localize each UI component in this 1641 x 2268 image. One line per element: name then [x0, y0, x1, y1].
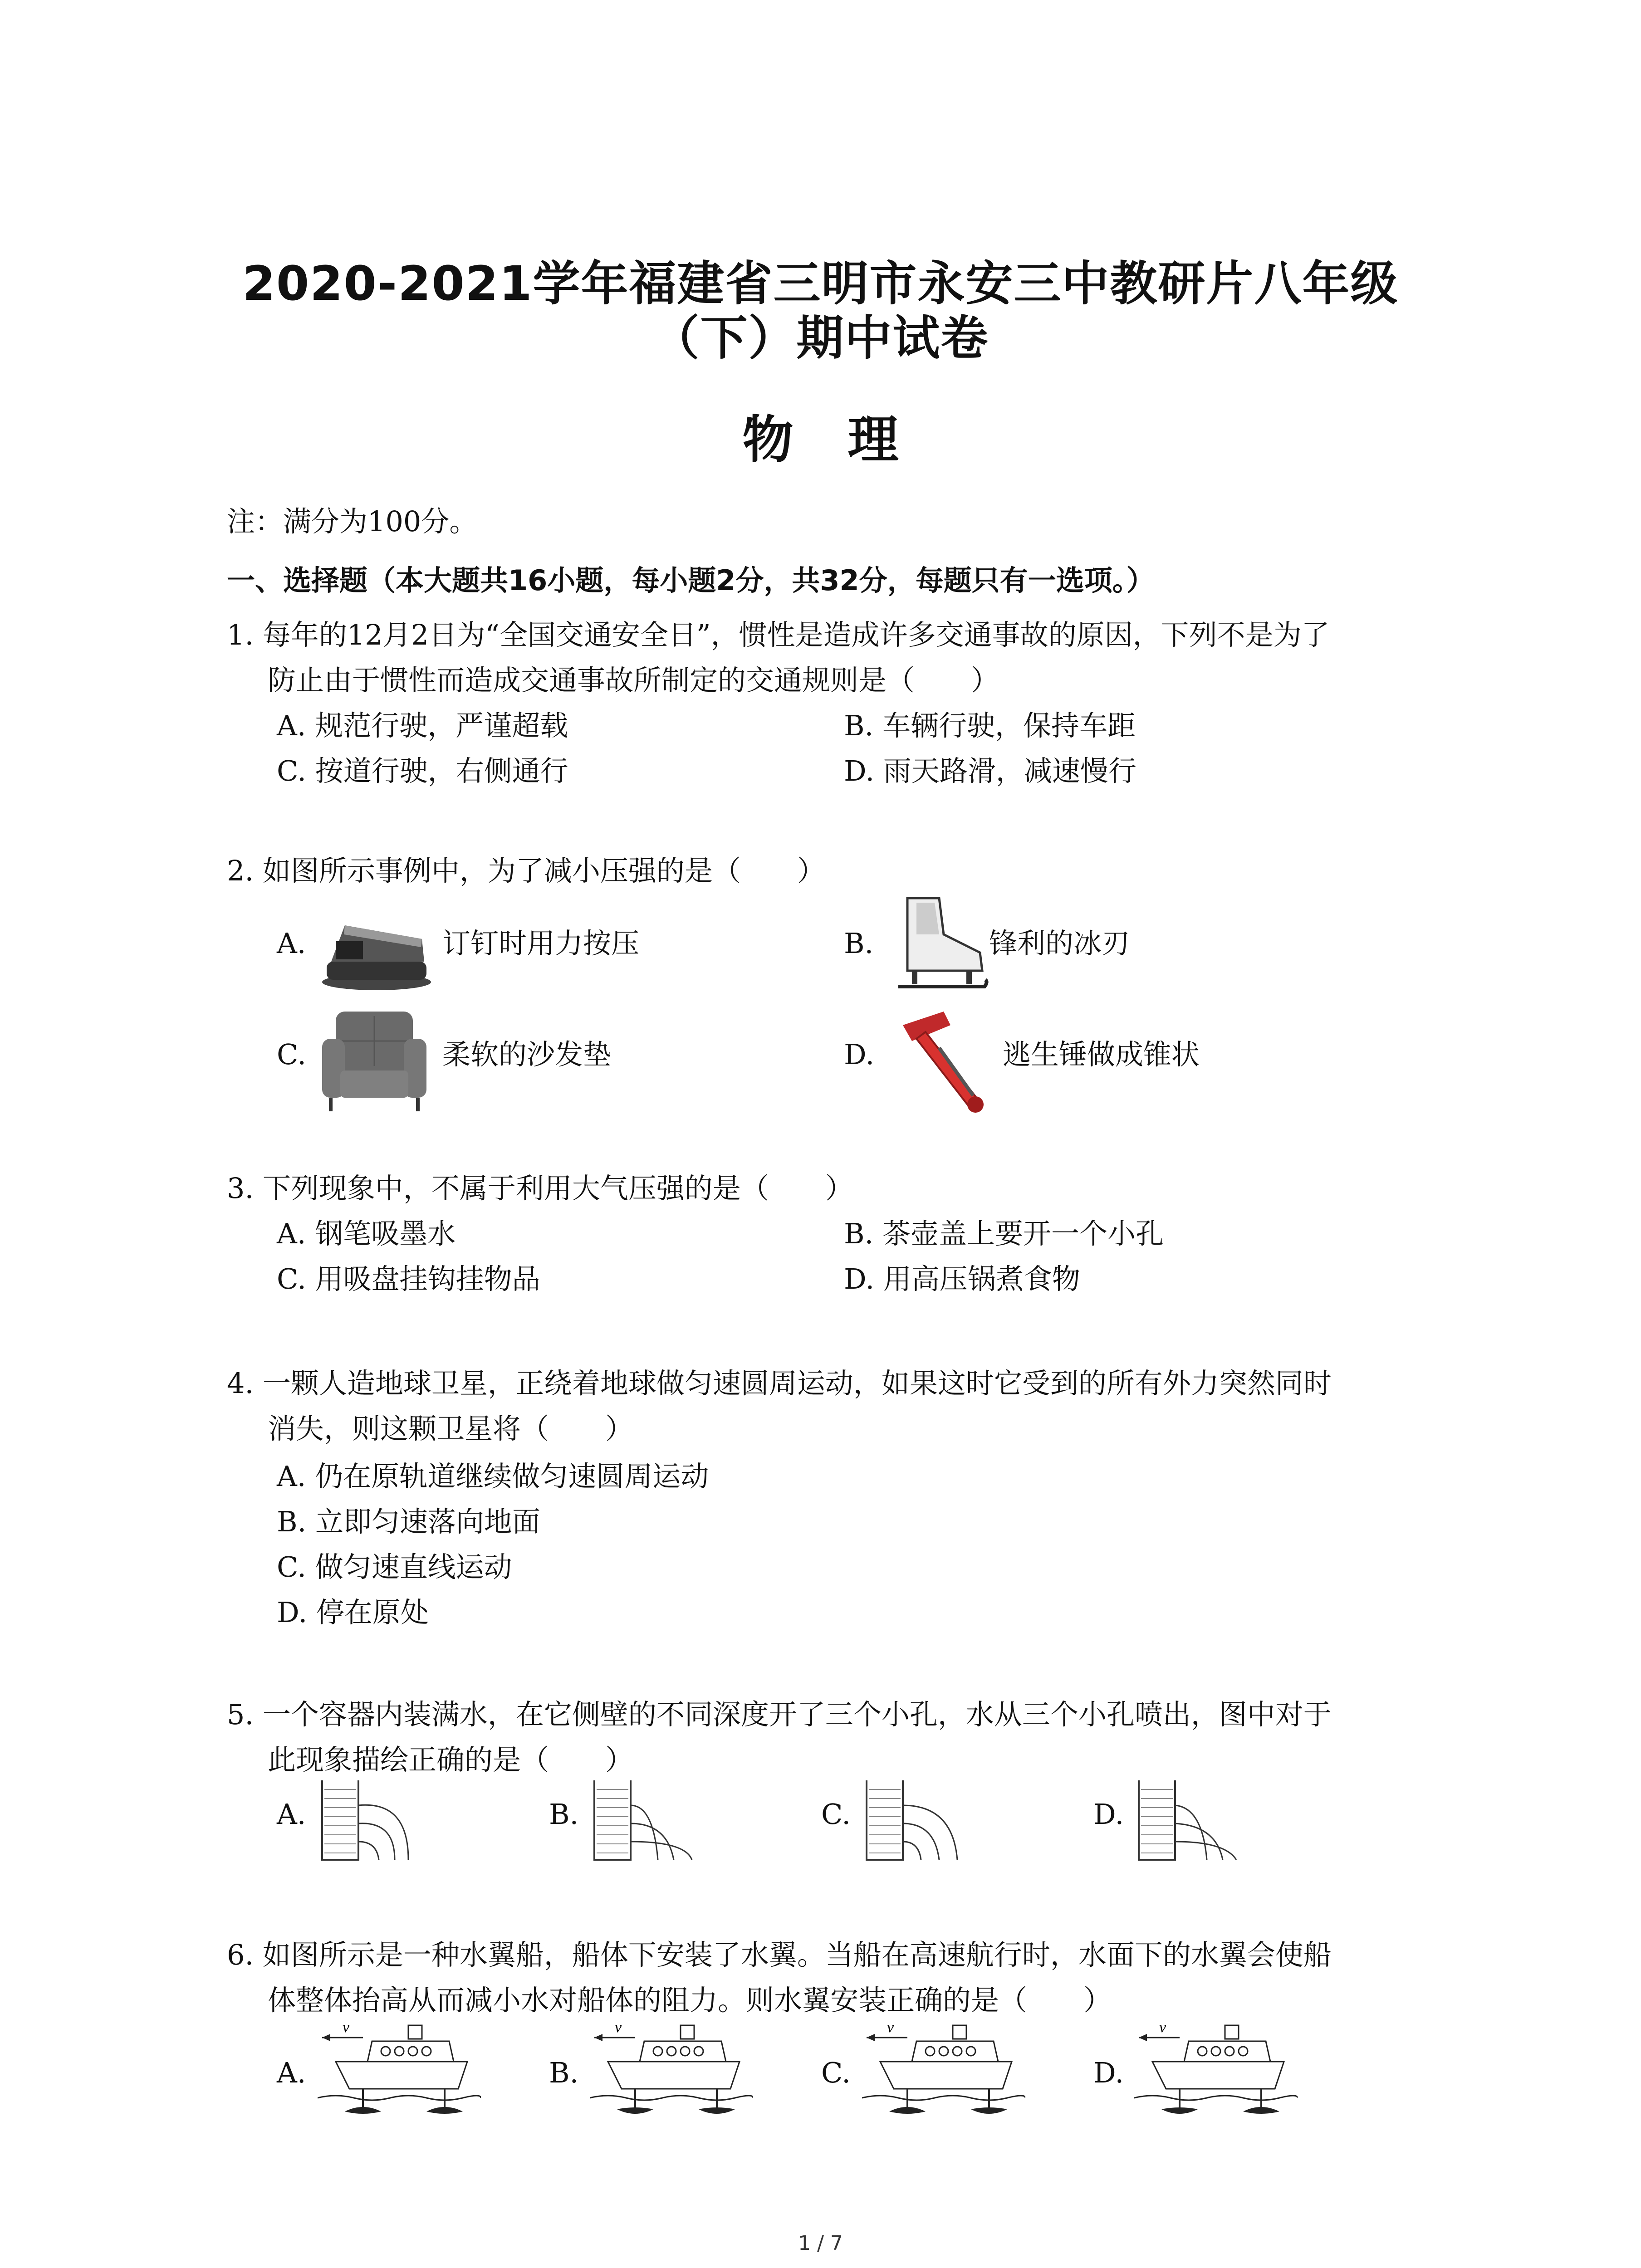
q1-stem-line2: 防止由于惯性而造成交通事故所制定的交通规则是（ ）: [268, 664, 999, 697]
q1-option-b: B. 车辆行驶，保持车距: [844, 709, 1136, 742]
q2-option-c-letter: C.: [277, 1038, 306, 1071]
container-diagram-b: [590, 1778, 699, 1864]
page-number: 1 / 7: [798, 2232, 843, 2255]
q2-option-d-letter: D.: [844, 1038, 875, 1071]
q3-option-a: A. 钢笔吸墨水: [277, 1217, 456, 1250]
ice-skate-image: [889, 894, 989, 998]
section-heading: 一、选择题（本大题共16小题，每小题2分，共32分，每题只有一选项。）: [227, 564, 1155, 597]
velocity-label: v: [343, 2019, 350, 2036]
q6-stem-line2: 体整体抬高从而减小水对船体的阻力。则水翼安装正确的是（ ）: [268, 1984, 1112, 2017]
q5-option-c-letter: C.: [821, 1798, 851, 1831]
q2-option-b-letter: B.: [844, 927, 874, 960]
q6-option-b-letter: B.: [549, 2056, 579, 2089]
q3-option-c: C. 用吸盘挂钩挂物品: [277, 1262, 540, 1295]
q3-option-d: D. 用高压锅煮食物: [844, 1262, 1080, 1295]
q1-option-c: C. 按道行驶，右侧通行: [277, 754, 568, 787]
score-note: 注：满分为100分。: [227, 505, 478, 538]
q5-stem-line1: 5. 一个容器内装满水，在它侧壁的不同深度开了三个小孔，水从三个小孔喷出，图中对于: [227, 1698, 1332, 1731]
q1-stem-line1: 1. 每年的12月2日为“全国交通安全日”，惯性是造成许多交通事故的原因，下列不是为了: [227, 618, 1330, 651]
velocity-label: v: [615, 2019, 622, 2036]
q3-stem: 3. 下列现象中，不属于利用大气压强的是（ ）: [227, 1172, 853, 1205]
q4-stem-line2: 消失，则这颗卫星将（ ）: [268, 1412, 634, 1445]
q6-option-d-letter: D.: [1093, 2056, 1124, 2089]
escape-hammer-image: [889, 1007, 1003, 1120]
q1-option-d: D. 雨天路滑，减速慢行: [844, 754, 1136, 787]
q5-option-b-letter: B.: [549, 1798, 579, 1831]
q5-option-a-letter: A.: [277, 1798, 306, 1831]
q2-option-d-text: 逃生锤做成锥状: [1003, 1038, 1200, 1071]
q4-stem-line1: 4. 一颗人造地球卫星，正绕着地球做匀速圆周运动，如果这时它受到的所有外力突然同时: [227, 1367, 1332, 1400]
velocity-label: v: [887, 2019, 894, 2036]
q2-option-a-text: 订钉时用力按压: [442, 927, 640, 960]
q3-option-b: B. 茶壶盖上要开一个小孔: [844, 1217, 1164, 1250]
q4-option-b: B. 立即匀速落向地面: [277, 1505, 540, 1538]
hydrofoil-boat-c: [862, 2019, 1025, 2127]
q2-option-c-text: 柔软的沙发垫: [442, 1038, 612, 1071]
q6-option-c-letter: C.: [821, 2056, 851, 2089]
sofa-image: [318, 1002, 431, 1116]
velocity-label: v: [1159, 2019, 1166, 2036]
q2-stem: 2. 如图所示事例中，为了减小压强的是（ ）: [227, 854, 825, 887]
container-diagram-a: [318, 1778, 417, 1864]
q2-option-b-text: 锋利的冰刃: [989, 927, 1130, 960]
q6-stem-line1: 6. 如图所示是一种水翼船，船体下安装了水翼。当船在高速航行时，水面下的水翼会使船: [227, 1938, 1332, 1971]
exam-title-line2: （下）期中试卷: [652, 310, 989, 366]
q6-option-a-letter: A.: [277, 2056, 306, 2089]
q2-option-a-letter: A.: [277, 927, 306, 960]
subject-title: 物理: [742, 410, 953, 469]
q4-option-d: D. 停在原处: [277, 1596, 429, 1629]
q5-option-d-letter: D.: [1093, 1798, 1124, 1831]
q4-option-a: A. 仍在原轨道继续做匀速圆周运动: [277, 1460, 709, 1493]
q5-stem-line2: 此现象描绘正确的是（ ）: [268, 1743, 634, 1776]
hydrofoil-boat-a: [318, 2019, 481, 2127]
q4-option-c: C. 做匀速直线运动: [277, 1550, 512, 1584]
container-diagram-c: [862, 1778, 971, 1864]
stapler-image: [318, 907, 436, 993]
hydrofoil-boat-d: [1134, 2019, 1298, 2127]
container-diagram-d: [1134, 1778, 1243, 1864]
exam-title-line1: 2020-2021学年福建省三明市永安三中教研片八年级: [242, 256, 1399, 311]
hydrofoil-boat-b: [590, 2019, 753, 2127]
q1-option-a: A. 规范行驶，严谨超载: [277, 709, 568, 742]
